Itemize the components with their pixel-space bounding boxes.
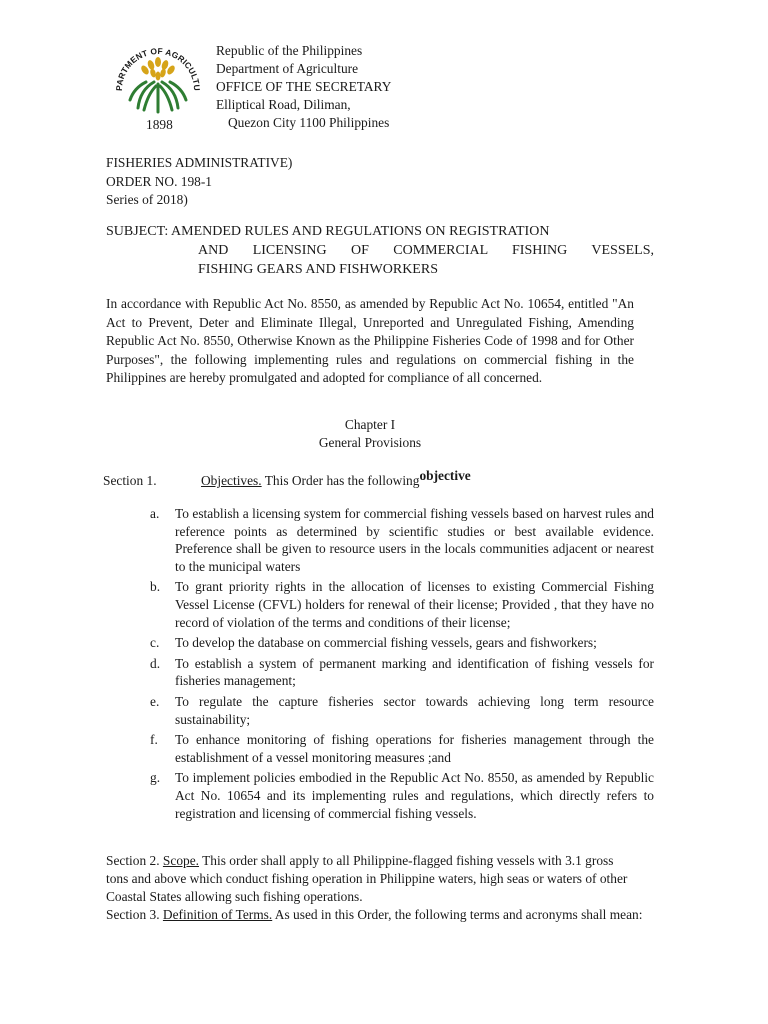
order-header — [106, 154, 292, 210]
list-item — [150, 578, 654, 631]
section-text: This order shall apply to all Philippine-flagged fishing vessels with 3.1 gross tons and above which conduct fishing operation in Philippine waters, high seas or waters of other Coastal States allowing such fishing operations. — [106, 853, 628, 904]
letterhead-address — [216, 42, 391, 132]
chapter-heading — [106, 416, 634, 452]
section-2 — [106, 852, 638, 906]
section-heading: Objectives. — [201, 473, 262, 488]
section-text: This Order has the following — [261, 473, 420, 488]
section-3 — [106, 906, 654, 924]
list-marker: g. — [150, 770, 161, 786]
section-number: Section 1. — [103, 473, 157, 488]
department-seal-logo — [108, 38, 208, 118]
subject-line: AND LICENSING OF COMMERCIAL FISHING VESSELS, — [198, 243, 654, 258]
intro-paragraph: In accordance with Republic Act No. 8550, as amended by Republic Act No. 10654, entitled "An Act to Prevent, Deter and Eliminate Illegal, Unreported and Unregulated Fishing, Amending Republic Act No. 8550, Otherwise Known as the Philippine Fisheries Code of 1998 and for Other Purposes", the following implementing rules and regulations on commercial fishing in the Philippines are hereby promulgated and adopted for compliance of all concerned. — [106, 296, 634, 386]
list-marker: a. — [150, 506, 160, 521]
section-text: As used in this Order, the following terms and acronyms shall mean: — [272, 907, 643, 922]
section-number: Section 2. — [106, 853, 160, 868]
order-type: FISHERIES ADMINISTRATIVE) — [106, 155, 293, 170]
chapter-title: General Provisions — [318, 435, 422, 450]
letterhead-line: Quezon City 1100 Philippines — [228, 115, 390, 130]
list-marker: d. — [150, 655, 161, 671]
objectives-list — [150, 505, 654, 825]
list-text: To regulate the capture fisheries sector towards achieving long term resource sustainability; — [175, 693, 654, 727]
section-heading: Definition of Terms. — [162, 907, 273, 922]
chapter-number: Chapter I — [344, 417, 396, 432]
list-marker: f. — [150, 732, 158, 748]
order-number: ORDER NO. 198-1 — [106, 173, 213, 189]
letterhead-line: OFFICE OF THE SECRETARY — [216, 79, 392, 94]
list-text: To establish a system of permanent marking and identification of fishing vessels for fisheries management; — [175, 655, 654, 689]
list-item — [150, 655, 654, 690]
subject-block — [106, 222, 654, 279]
list-text: To develop the database on commercial fishing vessels, gears and fishworkers; — [175, 635, 597, 651]
list-item — [150, 769, 654, 822]
section-text-tail: objective — [419, 468, 471, 483]
svg-text:DEPARTMENT OF AGRICULTURE: PARTMENT OF AGRICULTU — [113, 45, 203, 92]
section-heading: Scope. — [162, 853, 199, 868]
letterhead-line: Republic of the Philippines — [216, 43, 363, 58]
list-text: To establish a licensing system for commercial fishing vessels based on harvest rules and reference points as determined by scientific studies or best available evidence. Preference shall be given to resource users in the locals communities adjacent or nearest to the municipal waters — [175, 506, 654, 574]
section-heading-line — [201, 468, 471, 489]
subject-line: FISHING GEARS AND FISHWORKERS — [198, 262, 438, 277]
subject-line: SUBJECT: AMENDED RULES AND REGULATIONS ON REGISTRATION — [106, 224, 550, 239]
seal-year: 1898 — [146, 117, 173, 132]
letterhead-line: Department of Agriculture — [216, 61, 359, 76]
order-series: Series of 2018) — [106, 192, 188, 207]
list-text: To implement policies embodied in the Republic Act No. 8550, as amended by Republic Act No. 10654 and its implementing rules and regulations, which directly refers to registration and licensing of commercial fishing vessels. — [175, 770, 654, 821]
letterhead-line: Elliptical Road, Diliman, — [216, 97, 351, 112]
list-marker: b. — [150, 579, 161, 595]
list-text: To enhance monitoring of fishing operations for fisheries management through the establishment of a vessel monitoring measures ;and — [175, 732, 654, 765]
list-text: To grant priority rights in the allocation of licenses to existing Commercial Fishing Vessel License (CFVL) holders for renewal of their license; Provided , that they have no record of violation of the terms and conditions of their license; — [175, 579, 654, 630]
list-item — [150, 634, 654, 652]
section-number: Section 3. — [106, 907, 160, 922]
list-marker: c. — [150, 635, 160, 651]
list-marker: e. — [150, 693, 160, 709]
list-item — [150, 731, 654, 766]
list-item — [150, 505, 654, 575]
list-item — [150, 693, 654, 728]
